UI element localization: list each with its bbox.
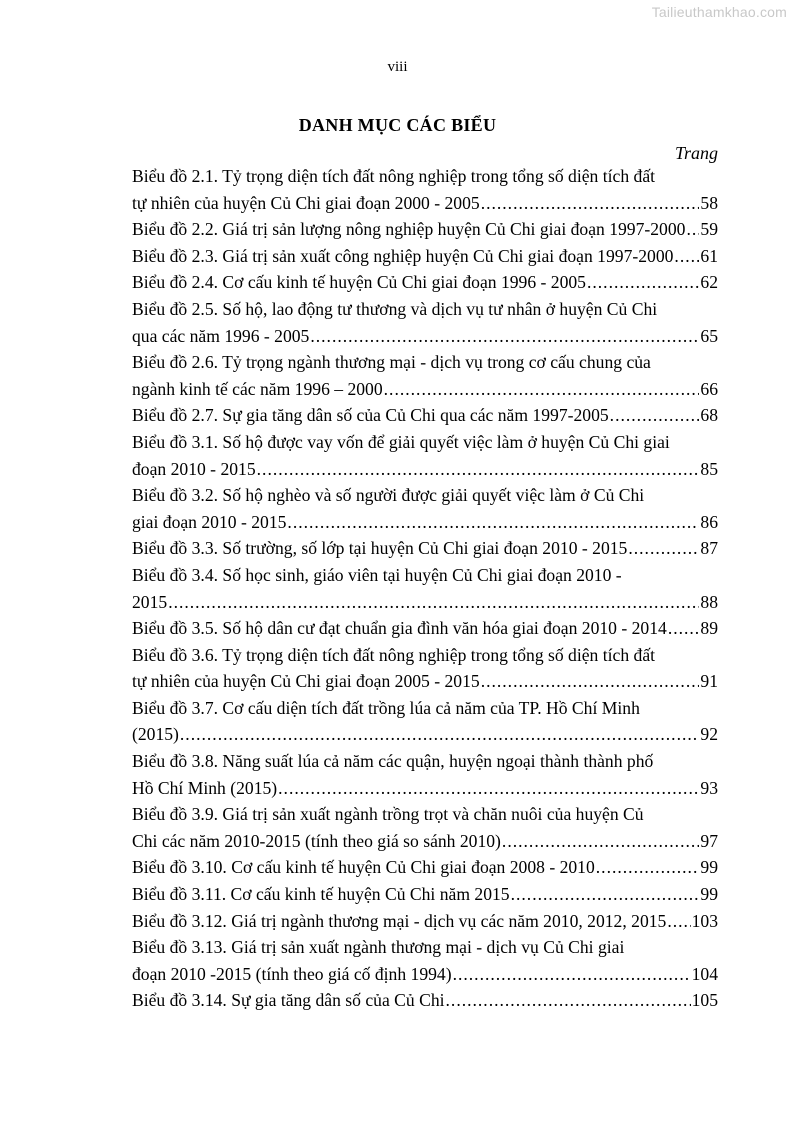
entry-title-text: Biểu đồ 3.10. Cơ cấu kinh tế huyện Củ Chi giai đoạn 2008 - 2010: [132, 857, 595, 878]
dot-leader: [587, 269, 699, 296]
dot-leader: [168, 589, 699, 616]
entry-page-number: 103: [691, 910, 718, 931]
list-item[interactable]: [132, 535, 718, 562]
entry-last-line: [132, 987, 718, 1014]
entry-title-text: Biểu đồ 2.2. Giá trị sản lượng nông nghiệp huyện Củ Chi giai đoạn 1997-2000: [132, 219, 686, 240]
entry-last-line: [132, 323, 718, 350]
entry-last-line: [132, 509, 718, 536]
list-item[interactable]: [132, 801, 718, 854]
entry-title-text: tự nhiên của huyện Củ Chi giai đoạn 2005 - 2015: [132, 671, 480, 692]
list-item[interactable]: [132, 562, 718, 615]
entry-last-line: [132, 216, 718, 243]
list-item[interactable]: [132, 987, 718, 1014]
dot-leader: [610, 402, 700, 429]
entry-title-line: Biểu đồ 3.6. Tỷ trọng diện tích đất nông nghiệp trong tổng số diện tích đất: [132, 644, 656, 665]
list-item[interactable]: [132, 163, 718, 216]
page-number: viii: [387, 59, 408, 75]
dot-leader: [384, 376, 700, 403]
dot-leader: [628, 535, 699, 562]
list-item[interactable]: [132, 216, 718, 243]
entry-title-line: Biểu đồ 2.6. Tỷ trọng ngành thương mại - dịch vụ trong cơ cấu chung của: [132, 352, 651, 373]
entry-last-line: [132, 243, 718, 270]
list-item[interactable]: [132, 881, 718, 908]
entry-title-text: Biểu đồ 3.11. Cơ cấu kinh tế huyện Củ Chi năm 2015: [132, 884, 510, 905]
entry-title-line: Biểu đồ 3.13. Giá trị sản xuất ngành thương mại - dịch vụ Củ Chi giai: [132, 937, 625, 958]
list-item[interactable]: [132, 349, 718, 402]
list-item[interactable]: [132, 429, 718, 482]
list-item[interactable]: [132, 243, 718, 270]
entry-page-number: 105: [691, 990, 718, 1011]
dot-leader: [257, 456, 700, 483]
page-title: DANH MỤC CÁC BIỂU: [298, 115, 497, 135]
entry-page-number: 104: [691, 963, 718, 984]
entry-page-number: 58: [700, 192, 718, 213]
entry-last-line: [132, 668, 718, 695]
entry-last-line: [132, 775, 718, 802]
entry-title-text: Biểu đồ 3.14. Sự gia tăng dân số của Củ Chi: [132, 990, 445, 1011]
entry-last-line: [132, 589, 718, 616]
entry-title-line: Biểu đồ 3.8. Năng suất lúa cả năm các quận, huyện ngoại thành thành phố: [132, 751, 654, 772]
entry-title-text: Biểu đồ 2.7. Sự gia tăng dân số của Củ Chi qua các năm 1997-2005: [132, 405, 609, 426]
entry-page-number: 62: [700, 272, 718, 293]
entry-title-text: Hồ Chí Minh (2015): [132, 777, 278, 798]
entry-page-number: 66: [700, 378, 718, 399]
watermark: Tailieuthamkhao.com: [651, 4, 787, 20]
entry-last-line: [132, 721, 718, 748]
dot-leader: [180, 721, 700, 748]
entry-last-line: [132, 190, 718, 217]
entry-title-text: Biểu đồ 3.5. Số hộ dân cư đạt chuẩn gia đình văn hóa giai đoạn 2010 - 2014: [132, 618, 667, 639]
page-column-label: Trang: [674, 143, 718, 163]
list-item[interactable]: [132, 642, 718, 695]
dot-leader: [481, 668, 700, 695]
entry-title-text: Biểu đồ 3.12. Giá trị ngành thương mại - dịch vụ các năm 2010, 2012, 2015: [132, 910, 667, 931]
list-item[interactable]: [132, 482, 718, 535]
entry-title-text: Chi các năm 2010-2015 (tính theo giá so sánh 2010): [132, 830, 501, 851]
list-item[interactable]: [132, 615, 718, 642]
entry-last-line: [132, 615, 718, 642]
entry-page-number: 61: [700, 245, 718, 266]
entry-page-number: 99: [700, 884, 718, 905]
entry-page-number: 86: [700, 511, 718, 532]
dot-leader: [453, 961, 691, 988]
entry-title-text: ngành kinh tế các năm 1996 – 2000: [132, 378, 383, 399]
entry-title-text: giai đoạn 2010 - 2015: [132, 511, 287, 532]
entry-title-text: qua các năm 1996 - 2005: [132, 325, 310, 346]
entry-title-text: Biểu đồ 2.4. Cơ cấu kinh tế huyện Củ Chi giai đoạn 1996 - 2005: [132, 272, 586, 293]
entry-last-line: [132, 961, 718, 988]
entry-title-text: (2015): [132, 724, 179, 745]
dot-leader: [596, 854, 700, 881]
entry-title-line: Biểu đồ 2.1. Tỷ trọng diện tích đất nông nghiệp trong tổng số diện tích đất: [132, 166, 656, 186]
entry-title-line: Biểu đồ 3.4. Số học sinh, giáo viên tại huyện Củ Chi giai đoạn 2010 -: [132, 564, 622, 585]
entry-page-number: 97: [700, 830, 718, 851]
entry-page-number: 87: [700, 538, 718, 559]
list-item[interactable]: [132, 748, 718, 801]
dot-leader: [310, 323, 699, 350]
dot-leader: [674, 243, 699, 270]
entry-last-line: [132, 535, 718, 562]
entry-title-line: Biểu đồ 2.5. Số hộ, lao động tư thương và dịch vụ tư nhân ở huyện Củ Chi: [132, 298, 658, 319]
dot-leader: [446, 987, 691, 1014]
figure-list: [132, 163, 718, 1014]
entry-title-text: đoạn 2010 -2015 (tính theo giá cố định 1994): [132, 963, 452, 984]
entry-title-text: đoạn 2010 - 2015: [132, 458, 256, 479]
entry-last-line: [132, 456, 718, 483]
entry-last-line: [132, 908, 718, 935]
entry-title-text: Biểu đồ 2.3. Giá trị sản xuất công nghiệp huyện Củ Chi giai đoạn 1997-2000: [132, 245, 674, 266]
list-item[interactable]: [132, 908, 718, 935]
entry-page-number: 85: [700, 458, 718, 479]
entry-last-line: [132, 376, 718, 403]
entry-last-line: [132, 402, 718, 429]
list-item[interactable]: [132, 402, 718, 429]
dot-leader: [502, 828, 699, 855]
entry-title-line: Biểu đồ 3.7. Cơ cấu diện tích đất trồng lúa cả năm của TP. Hồ Chí Minh: [132, 697, 640, 718]
entry-title-text: Biểu đồ 3.3. Số trường, số lớp tại huyện Củ Chi giai đoạn 2010 - 2015: [132, 538, 628, 559]
entry-last-line: [132, 828, 718, 855]
list-item[interactable]: [132, 695, 718, 748]
dot-leader: [481, 190, 700, 217]
dot-leader: [668, 615, 700, 642]
entry-page-number: 88: [700, 591, 718, 612]
dot-leader: [287, 509, 699, 536]
entry-page-number: 89: [700, 618, 718, 639]
list-item[interactable]: [132, 296, 718, 349]
entry-page-number: 59: [700, 219, 718, 240]
entry-last-line: [132, 854, 718, 881]
dot-leader: [686, 216, 699, 243]
entry-page-number: 68: [700, 405, 718, 426]
list-item[interactable]: [132, 854, 718, 881]
list-item[interactable]: [132, 934, 718, 987]
entry-page-number: 65: [700, 325, 718, 346]
dot-leader: [278, 775, 699, 802]
entry-last-line: [132, 881, 718, 908]
entry-page-number: 92: [700, 724, 718, 745]
dot-leader: [511, 881, 700, 908]
entry-page-number: 91: [700, 671, 718, 692]
entry-title-line: Biểu đồ 3.9. Giá trị sản xuất ngành trồng trọt và chăn nuôi của huyện Củ: [132, 804, 644, 825]
list-item[interactable]: [132, 269, 718, 296]
entry-last-line: [132, 269, 718, 296]
entry-page-number: 93: [700, 777, 718, 798]
entry-title-line: Biểu đồ 3.2. Số hộ nghèo và số người được giải quyết việc làm ở Củ Chi: [132, 485, 645, 506]
dot-leader: [667, 908, 690, 935]
entry-page-number: 99: [700, 857, 718, 878]
entry-title-text: 2015: [132, 591, 168, 612]
entry-title-line: Biểu đồ 3.1. Số hộ được vay vốn để giải quyết việc làm ở huyện Củ Chi giai: [132, 431, 670, 452]
entry-title-text: tự nhiên của huyện Củ Chi giai đoạn 2000 - 2005: [132, 192, 480, 213]
